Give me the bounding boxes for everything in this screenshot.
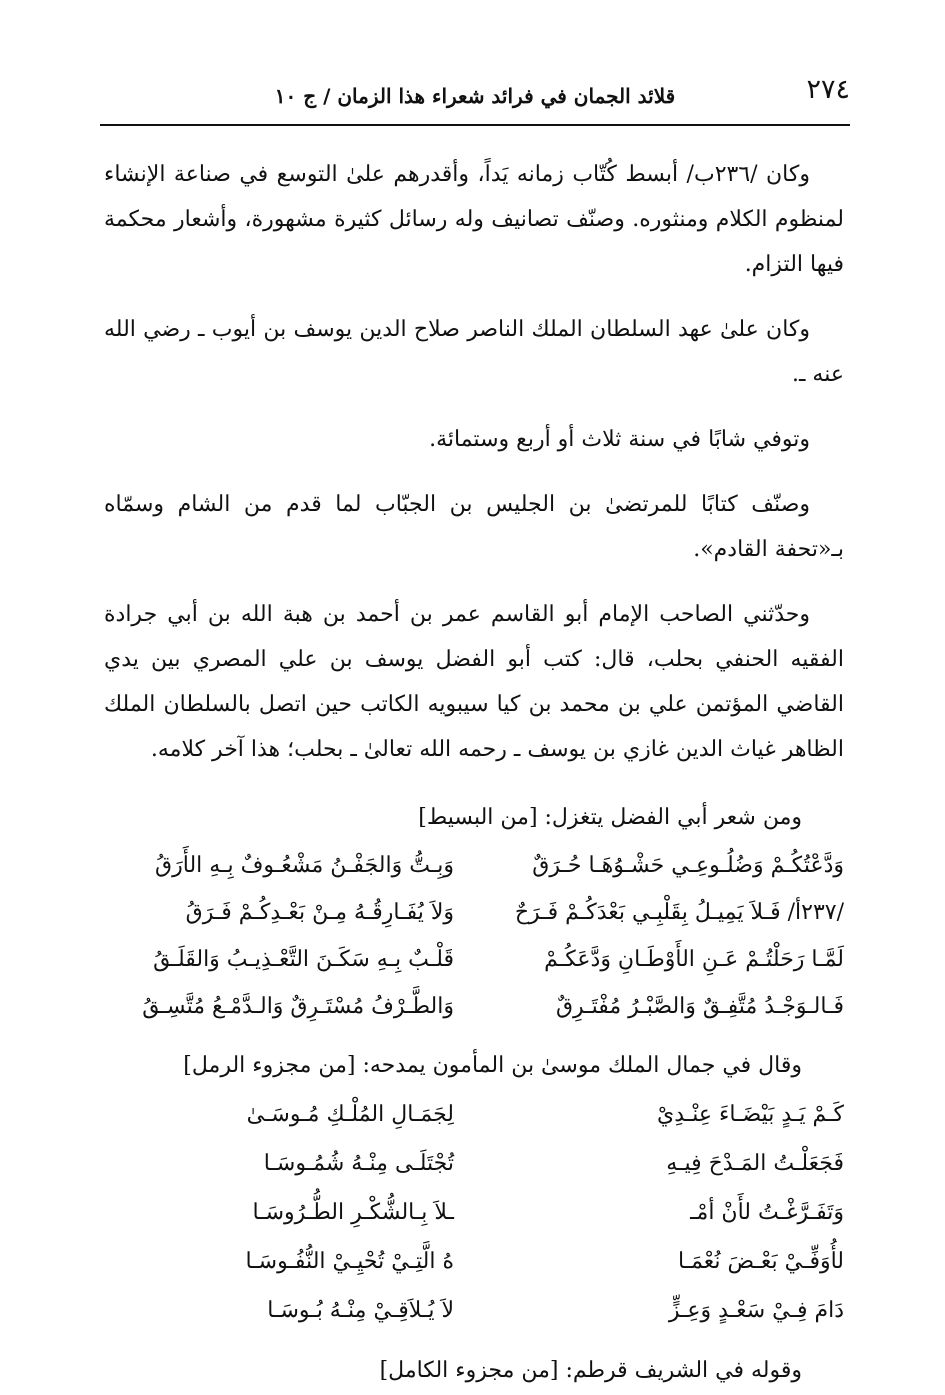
verse-first-hemistich: فَـالـوَجْـدُ مُتَّفِـقٌ وَالصَّبْـرُ مُفْتَـرِقٌ [555, 994, 844, 1019]
poem-intro: وقوله في الشريف قرطم: [من مجزوء الكامل] [379, 1358, 802, 1383]
page-header [100, 70, 850, 126]
verse-line [104, 1090, 844, 1139]
header-divider [100, 124, 850, 126]
paragraph: وكان /٢٣٦ب/ أبسط كُتّاب زمانه يَداً، وأقدرهم علىٰ التوسع في صناعة الإنشاء لمنظوم الكلام ومنثوره. وصنّف تصانيف وله رسائل كثيرة مشهورة، وأشعار محكمة فيها التزام. [104, 162, 844, 277]
paragraph: وحدّثني الصاحب الإمام أبو القاسم عمر بن أحمد بن هبة الله بن أبي جرادة الفقيه الحنفي بحلب، قال: كتب أبو الفضل يوسف بن علي المصري بين يدي القاضي المؤتمن علي بن محمد بن كيا سيبويه الكاتب حين اتصل بالسلطان الملك الظاهر غياث الدين غازي بن يوسف ـ رحمه الله تعالىٰ ـ بحلب؛ هذا آخر كلامه. [104, 602, 844, 762]
verse-first-hemistich: لَمَّـا رَحَلْتُـمْ عَـنِ الأَوْطَـانِ وَدَّعَكُـمْ [544, 947, 844, 972]
poem-ramal [104, 1090, 844, 1335]
verse-second-hemistich: تُجْتَلَـى مِنْـهُ شُمُـوسَـا [263, 1151, 454, 1176]
page-number: ٢٧٤ [806, 74, 850, 105]
verse-second-hemistich: ـلاَ بِـالشُّكْـرِ الطُّـرُوسَـا [252, 1200, 454, 1225]
paragraph: وكان علىٰ عهد السلطان الملك الناصر صلاح الدين يوسف بن أيوب ـ رضي الله عنه ـ. [104, 317, 844, 387]
verse-first-hemistich: وَتَفَـرَّغْـتُ لأَنْ أمْـ [690, 1200, 844, 1225]
verse-line [104, 983, 844, 1030]
poem-basit [104, 842, 844, 1030]
page-body [104, 152, 844, 1395]
verse-line [104, 889, 844, 936]
verse-first-hemistich: وَدَّعْتُكُـمْ وَضُلُـوعِـي حَشْـوُهَـا حُـرَقٌ [532, 853, 844, 878]
verse-second-hemistich: لاَ يُـلاَقِـيْ مِنْـهُ بُـوسَـا [267, 1298, 454, 1323]
verse-second-hemistich: لِجَمَـالِ المُلْـكِ مُـوسَـىٰ [246, 1102, 454, 1127]
verse-first-hemistich: فَجَعَلْـتُ المَـدْحَ فِيـهِ [666, 1151, 844, 1176]
paragraph: وتوفي شابًا في سنة ثلاث أو أربع وستمائة. [429, 427, 810, 452]
verse-line [104, 936, 844, 983]
verse-second-hemistich: قَلْـبٌ بِـهِ سَكَـنَ التَّعْـذِيـبُ وَالقَلَـقُ [153, 947, 454, 972]
verse-second-hemistich: وَلاَ يُفَـارِقُـهُ مِـنْ بَعْـدِكُـمْ فَـرَقُ [185, 900, 454, 925]
paragraph: وصنّف كتابًا للمرتضىٰ بن الجليس بن الجبّاب لما قدم من الشام وسمّاه بـ«تحفة القادم». [104, 492, 844, 562]
poem-intro: وقال في جمال الملك موسىٰ بن المأمون يمدحه: [من مجزوء الرمل] [183, 1053, 802, 1078]
verse-first-hemistich: دَامَ فِـيْ سَعْـدٍ وَعِـزٍّ [668, 1298, 844, 1323]
verse-first-hemistich: كَـمْ يَـدٍ بَيْضَـاءَ عِنْـدِيْ [657, 1102, 844, 1127]
poem-intro: ومن شعر أبي الفضل يتغزل: [من البسيط] [418, 805, 802, 830]
verse-second-hemistich: هُ الَّتِـيْ تُحْيِـيْ النُّفُـوسَـا [245, 1249, 454, 1274]
verse-line [104, 842, 844, 889]
verse-line [104, 1237, 844, 1286]
verse-second-hemistich: وَالطَّـرْفُ مُسْتَـرِقٌ وَالـدَّمْـعُ مُتَّسِـقُ [142, 994, 454, 1019]
verse-first-hemistich: لأُوَفِّـيْ بَعْـضَ نُعْمَـا [677, 1249, 844, 1274]
verse-line [104, 1139, 844, 1188]
verse-line [104, 1286, 844, 1335]
running-title: قلائد الجمان في فرائد شعراء هذا الزمان / ج ١٠ [274, 84, 676, 108]
verse-line [104, 1188, 844, 1237]
verse-first-hemistich: /٢٣٧أ/ فَـلاَ يَمِيـلُ بِقَلْبِـي بَعْدَكُـمْ فَـرَحٌ [514, 900, 844, 925]
verse-second-hemistich: وَبِـتُّ وَالجَفْـنُ مَشْعُـوفٌ بِـهِ الأَرَقُ [155, 853, 454, 878]
